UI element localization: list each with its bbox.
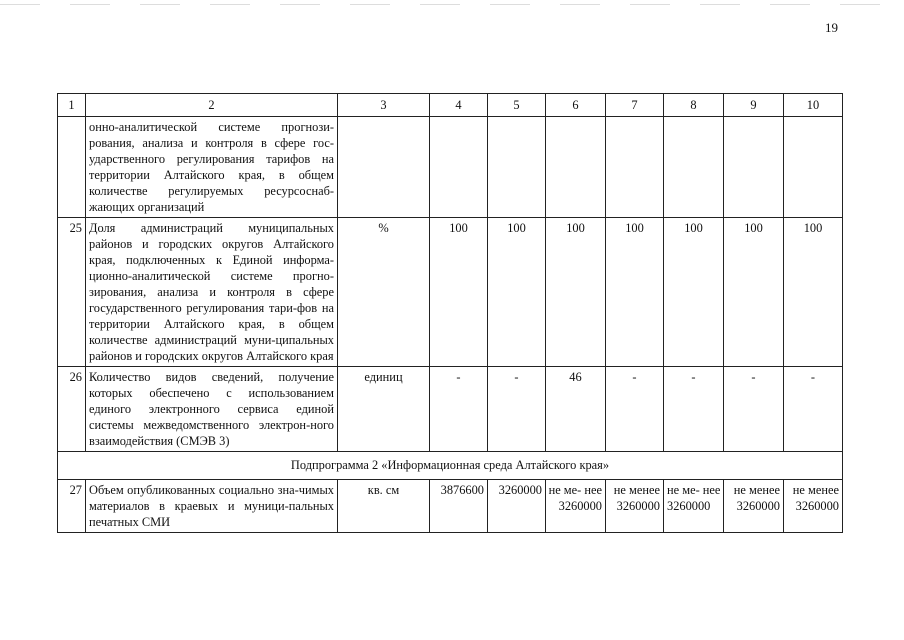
value-cell: - (724, 367, 784, 452)
value-cell: не ме- нее 3260000 (546, 480, 606, 533)
row-number: 25 (58, 218, 86, 367)
value-cell (546, 117, 606, 218)
value-cell: 46 (546, 367, 606, 452)
indicator-text: Объем опубликованных социально зна-чимых материалов в краевых и муници-пальных печатных СМИ (86, 480, 338, 533)
header-cell: 7 (606, 94, 664, 117)
page-number: 19 (825, 20, 838, 35)
value-cell: 100 (784, 218, 843, 367)
value-cell: - (664, 367, 724, 452)
value-cell: 3876600 (430, 480, 488, 533)
value-cell: 3260000 (488, 480, 546, 533)
header-cell: 6 (546, 94, 606, 117)
row-number: 26 (58, 367, 86, 452)
value-cell (606, 117, 664, 218)
value-cell (724, 117, 784, 218)
value-cell: не ме- нее 3260000 (664, 480, 724, 533)
value-cell (430, 117, 488, 218)
unit-cell (338, 117, 430, 218)
header-cell: 3 (338, 94, 430, 117)
value-cell: не менее 3260000 (606, 480, 664, 533)
value-cell: 100 (606, 218, 664, 367)
unit-cell: единиц (338, 367, 430, 452)
value-cell: 100 (546, 218, 606, 367)
value-cell: - (488, 367, 546, 452)
header-row (58, 94, 843, 117)
section-title: Подпрограмма 2 «Информационная среда Алтайского края» (58, 452, 843, 480)
value-cell: не менее 3260000 (724, 480, 784, 533)
header-cell: 8 (664, 94, 724, 117)
value-cell: 100 (430, 218, 488, 367)
value-cell: 100 (664, 218, 724, 367)
table-row (58, 480, 843, 533)
section-row (58, 452, 843, 480)
value-cell (784, 117, 843, 218)
header-cell: 2 (86, 94, 338, 117)
value-cell (664, 117, 724, 218)
value-cell: 100 (724, 218, 784, 367)
header-cell: 9 (724, 94, 784, 117)
value-cell: не менее 3260000 (784, 480, 843, 533)
indicator-text: онно-аналитической системе прогнози-рования, анализа и контроля в сфере гос-ударственного регулирования тарифов на территории Алтайского края, в общем количестве регулируемых ресурсоснаб-жающих организаций (86, 117, 338, 218)
value-cell (488, 117, 546, 218)
row-number: 27 (58, 480, 86, 533)
value-cell: 100 (488, 218, 546, 367)
indicator-text: Доля администраций муниципальных районов и городских округов Алтайского края, подключенных к Единой информа-ционно-аналитической системе прогно-зирования, анализа и контроля в сфере государственного регулирования тари-фов на территории Алтайского края, в общем количестве администраций муни-ципальных районов и городских округов Алтайского края (86, 218, 338, 367)
unit-cell: кв. см (338, 480, 430, 533)
header-cell: 10 (784, 94, 843, 117)
unit-cell: % (338, 218, 430, 367)
value-cell: - (784, 367, 843, 452)
header-cell: 1 (58, 94, 86, 117)
value-cell: - (606, 367, 664, 452)
table-row-continuation (58, 117, 843, 218)
header-cell: 4 (430, 94, 488, 117)
scan-artifact-line (0, 4, 904, 5)
table-row (58, 367, 843, 452)
header-cell: 5 (488, 94, 546, 117)
table-row (58, 218, 843, 367)
row-number (58, 117, 86, 218)
value-cell: - (430, 367, 488, 452)
indicators-table (57, 93, 843, 533)
indicator-text: Количество видов сведений, получение которых обеспечено с использованием единого электронного сервиса единой системы межведомственного электрон-ного взаимодействия (СМЭВ 3) (86, 367, 338, 452)
